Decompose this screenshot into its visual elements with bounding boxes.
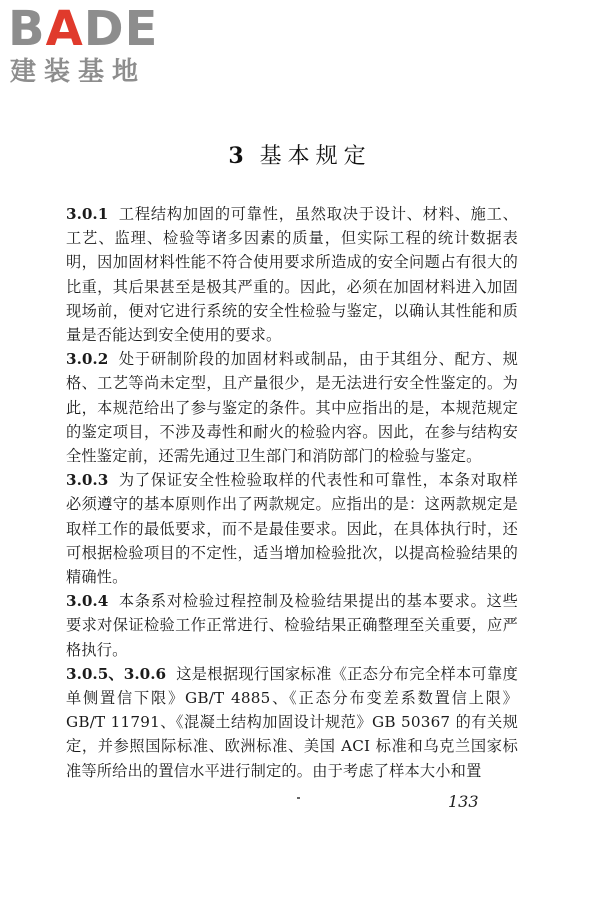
- clause-number: 3.0.3: [66, 471, 109, 490]
- clause-text: 本条系对检验过程控制及检验结果提出的基本要求。这些要求对保证检验工作正常进行、检验结果正确整理至关重要，应严格执行。: [66, 592, 518, 659]
- clause-number: 3.0.2: [66, 350, 109, 369]
- clause-item: [66, 589, 518, 662]
- clause-text: 为了保证安全性检验取样的代表性和可靠性，本条对取样必须遵守的基本原则作出了两款规定。应指出的是：这两款规定是取样工作的最低要求，而不是最佳要求。因此，在具体执行时，还可根据检验项目的不定性，适当增加检验批次，以提高检验结果的精确性。: [66, 471, 518, 587]
- bade-logo: [8, 1, 178, 92]
- clause-item: [66, 202, 518, 347]
- chapter-title-text: 基本规定: [259, 144, 372, 169]
- clause-text: 工程结构加固的可靠性，虽然取决于设计、材料、施工、工艺、监理、检验等诸多因素的质量，但实际工程的统计数据表明，因加固材料性能不符合使用要求所造成的安全问题占有很大的比重，其后果甚至是极其严重的。因此，必须在加固材料进入加固现场前，便对它进行系统的安全性检验与鉴定，以确认其性能和质量是否能达到安全使用的要求。: [66, 205, 518, 345]
- clause-item: [66, 347, 518, 468]
- logo-letter-b: B: [8, 1, 46, 57]
- clause-item: [66, 468, 518, 589]
- logo-subtitle: 建装基地: [10, 57, 147, 87]
- clause-number: 3.0.1: [66, 205, 109, 223]
- clause-item: [66, 662, 518, 783]
- clause-text: 这是根据现行国家标准《正态分布完全样本可靠度单侧置信下限》GB/T 4885、《正态分布变差系数置信上限》GB/T 11791、《混凝土结构加固设计规范》GB 50367 的有关规定，并参照国际标准、欧洲标准、美国 ACI 标准和乌克兰国家标准等所给出的置信水平进行制定的。由于考虑了样本大小和置: [66, 664, 518, 780]
- logo-wordmark: [8, 1, 159, 57]
- clause-text: 处于研制阶段的加固材料或制品，由于其组分、配方、规格、工艺等尚未定型，且产量很少，是无法进行安全性鉴定的。为此，本规范给出了参与鉴定的条件。其中应指出的是，本规范规定的鉴定项目，不涉及毒性和耐火的检验内容。因此，在参与结构安全性鉴定前，还需先通过卫生部门和消防部门的检验与鉴定。: [66, 350, 518, 466]
- chapter-title: [0, 142, 600, 171]
- clause-number: 3.0.4: [66, 592, 109, 611]
- clause-list: [66, 202, 518, 783]
- logo-letters-de: DE: [83, 1, 159, 57]
- logo-letter-a-accent: A: [45, 1, 84, 57]
- chapter-number: 3: [228, 143, 250, 169]
- clause-number: 3.0.5、3.0.6: [66, 664, 167, 683]
- page-number: 133: [448, 792, 479, 811]
- print-speck: [297, 797, 300, 799]
